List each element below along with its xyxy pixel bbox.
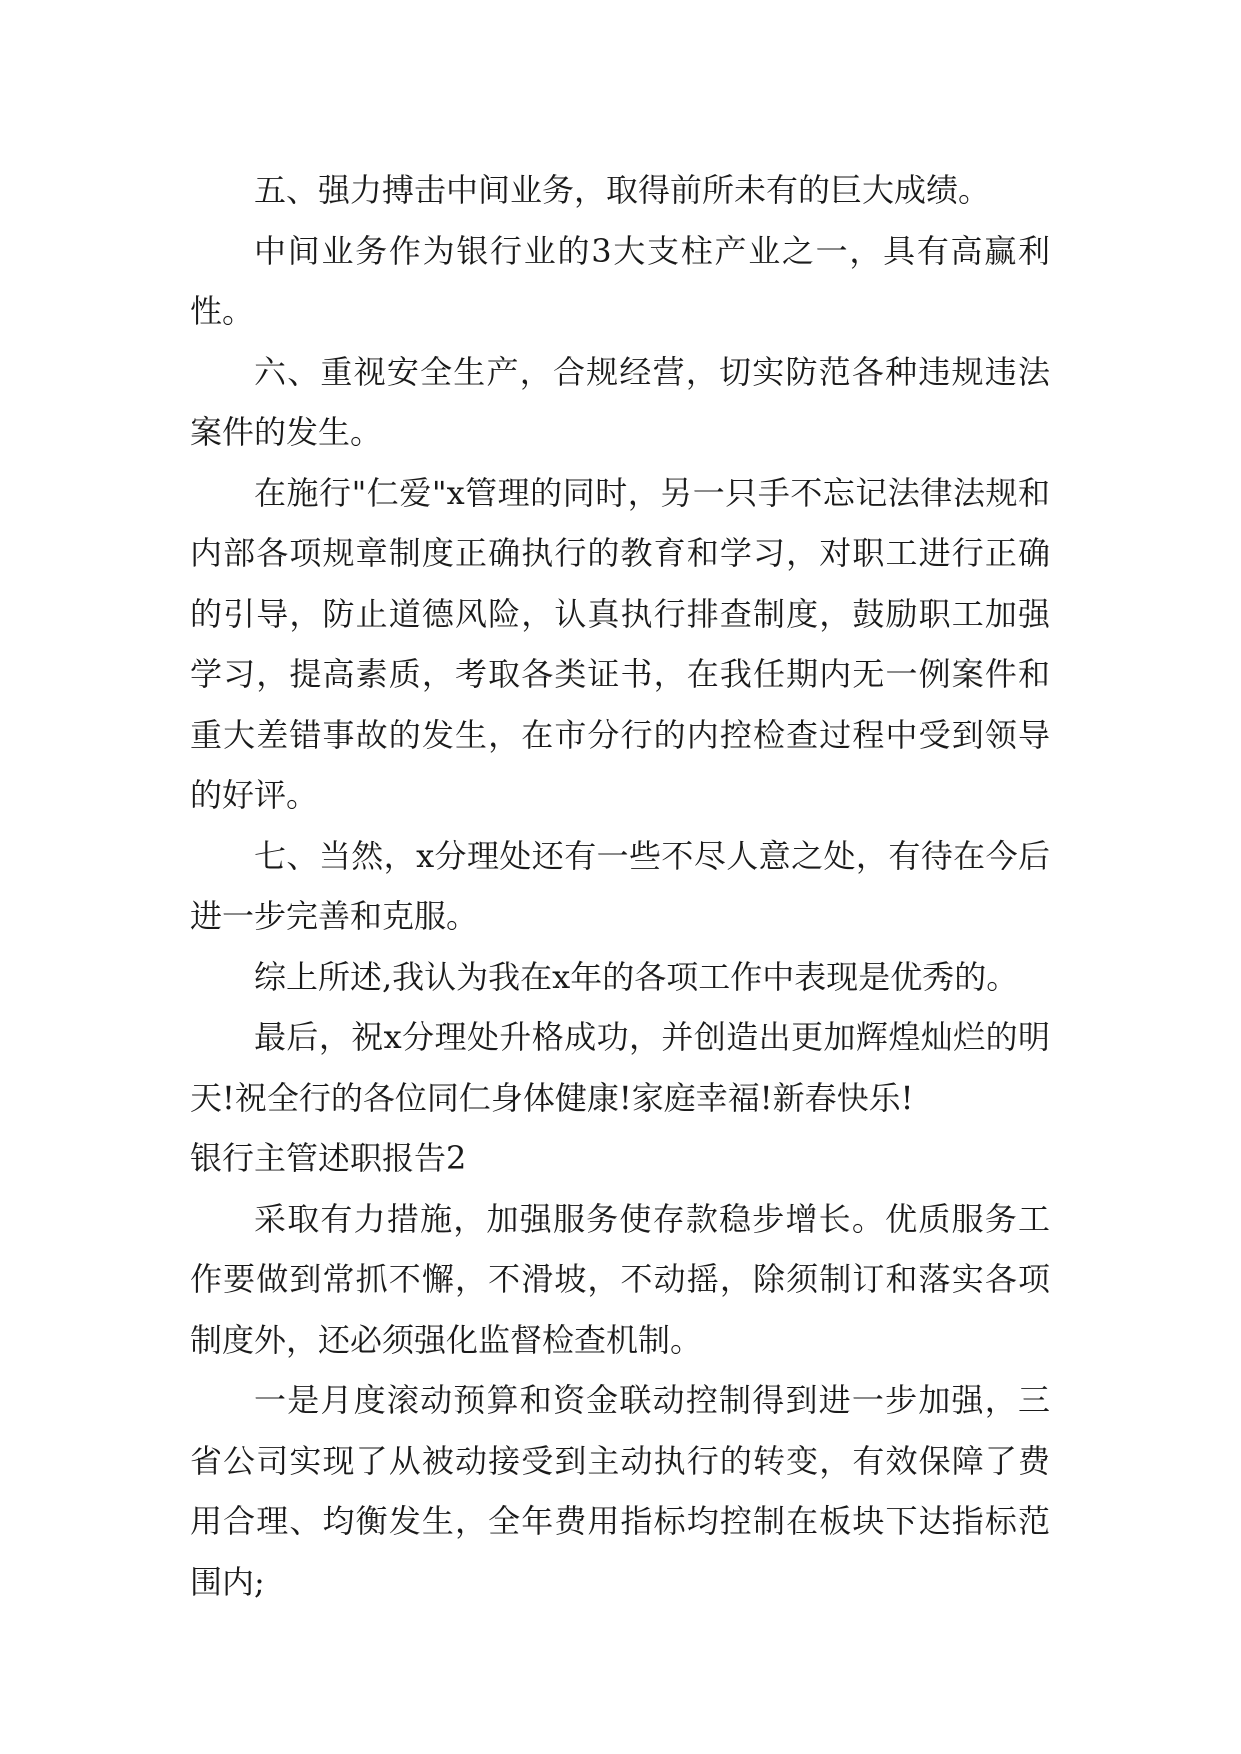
- paragraph-service-measures: 采取有力措施，加强服务使存款稳步增长。优质服务工作要做到常抓不懈，不滑坡，不动摇，除须制订和落实各项制度外，还必须强化监督检查机制。: [190, 1199, 1050, 1359]
- report-title-2: 银行主管述职报告2: [190, 1139, 467, 1177]
- paragraph-compliance-management: 在施行"仁爱"x管理的同时，另一只手不忘记法律法规和内部各项规章制度正确执行的教育和学习，对职工进行正确的引导，防止道德风险，认真执行排查制度，鼓励职工加强学习，提高素质，考取各类证书，在我任期内无一例案件和重大差错事故的发生，在市分行的内控检查过程中受到领导的好评。: [190, 473, 1050, 814]
- paragraph-section-five-heading: 五、强力搏击中间业务，取得前所未有的巨大成绩。: [254, 171, 991, 209]
- paragraph-intermediate-business: 中间业务作为银行业的3大支柱产业之一，具有高赢利性。: [190, 231, 1050, 330]
- paragraph-closing-wishes: 最后，祝x分理处升格成功，并创造出更加辉煌灿烂的明天!祝全行的各位同仁身体健康!家庭幸福!新春快乐!: [190, 1018, 1050, 1117]
- paragraph-budget-control: 一是月度滚动预算和资金联动控制得到进一步加强，三省公司实现了从被动接受到主动执行的转变，有效保障了费用合理、均衡发生，全年费用指标均控制在板块下达指标范围内;: [190, 1381, 1050, 1601]
- paragraph-summary: 综上所述,我认为我在x年的各项工作中表现是优秀的。: [254, 957, 1019, 996]
- paragraph-section-seven-heading: 七、当然，x分理处还有一些不尽人意之处，有待在今后进一步完善和克服。: [190, 836, 1050, 935]
- document-body: [190, 160, 1050, 1612]
- paragraph-section-six-heading: 六、重视安全生产，合规经营，切实防范各种违规违法案件的发生。: [190, 352, 1050, 451]
